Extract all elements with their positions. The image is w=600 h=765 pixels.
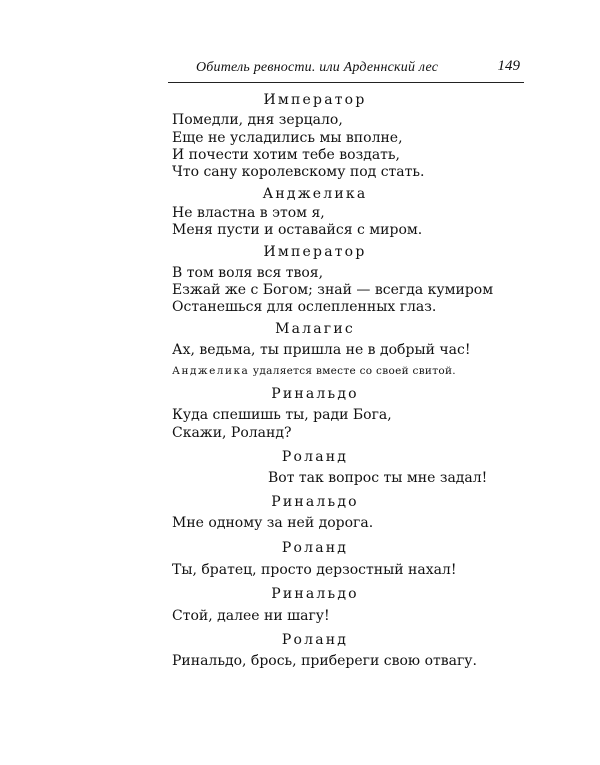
- verse-line: Останешься для ослепленных глаз.: [172, 299, 437, 315]
- speaker-name: Малагис: [275, 321, 355, 337]
- speaker-name: Анджелика: [262, 186, 368, 202]
- verse-line: Езжай же с Богом; знай — всегда кумиром: [172, 282, 494, 298]
- verse-line: Что сану королевскому под стать.: [172, 164, 425, 180]
- verse-line: Еще не усладились мы вполне,: [172, 130, 403, 146]
- verse-line: Не властна в этом я,: [172, 205, 325, 221]
- speaker-name: Ринальдо: [271, 386, 359, 402]
- verse-line: Куда спешишь ты, ради Бога,: [172, 407, 392, 423]
- stage-direction: [172, 365, 456, 377]
- verse-line: В том воля вся твоя,: [172, 265, 324, 281]
- verse-line: И почести хотим тебе воздать,: [172, 147, 400, 163]
- running-header: [168, 60, 524, 83]
- verse-line: Ты, братец, просто дерзостный нахал!: [172, 562, 457, 578]
- speaker-name: Император: [263, 92, 367, 108]
- verse-line: Ринальдо, брось, прибереги свою отвагу.: [172, 653, 477, 669]
- verse-line: Меня пусти и оставайся с миром.: [172, 222, 423, 238]
- verse-line: Мне одному за ней дорога.: [172, 515, 374, 531]
- speaker-name: Ринальдо: [271, 494, 359, 510]
- speaker-name: Роланд: [281, 540, 349, 556]
- running-title: Обитель ревности. или Арденнский лес: [196, 60, 439, 75]
- verse-line: Стой, далее ни шагу!: [172, 608, 330, 624]
- verse-line: Помедли, дня зерцало,: [172, 112, 343, 128]
- verse-line: Ах, ведьма, ты пришла не в добрый час!: [172, 342, 471, 358]
- speaker-name: Ринальдо: [271, 586, 359, 602]
- stage-direction-text: удаляется вместе со своей свитой.: [249, 365, 456, 377]
- stage-direction-character: Анджелика: [172, 365, 250, 377]
- speaker-name: Император: [263, 244, 367, 260]
- verse-line: Скажи, Роланд?: [172, 425, 292, 441]
- speaker-name: Роланд: [281, 632, 349, 648]
- page-number: 149: [497, 58, 520, 74]
- speaker-name: Роланд: [281, 449, 349, 465]
- verse-line: Вот так вопрос ты мне задал!: [268, 470, 488, 486]
